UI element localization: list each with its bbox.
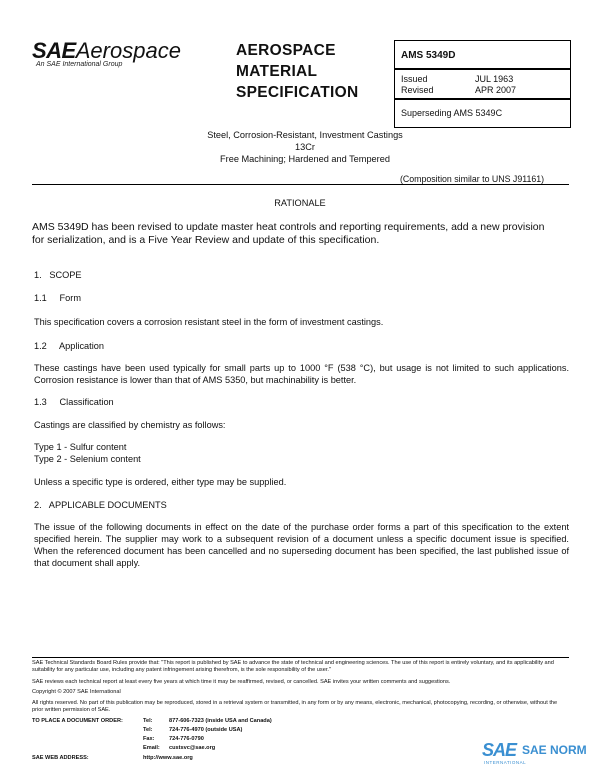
header-rule (32, 184, 569, 185)
watermark-sae-logo: SAE (482, 740, 517, 760)
footer-rights-paragraph: All rights reserved. No part of this publication may be reproduced, stored in a retrieval system or transmitted, in any form or by any means, electronic, mechanical, photocopying, recording, or otherwise, without the prior written permission of SAE. (32, 700, 558, 713)
title-line-1: AEROSPACE (236, 42, 336, 59)
web-value[interactable]: http://www.sae.org (143, 755, 193, 761)
logo-aerospace: Aerospace (75, 38, 181, 63)
superseding-text: Superseding AMS 5349C (401, 108, 503, 118)
subject-block (120, 129, 490, 165)
doc-number-box (394, 40, 571, 70)
section-1-2-text: These castings have been used typically for small parts up to 1000 °F (538 °C), but usage is not limited to such applications. Corrosion resistance is lower than that of AMS 5350, but machinability is better. (34, 363, 569, 385)
fax-value: 724-776-0790 (169, 736, 204, 742)
issued-label: Issued (401, 74, 428, 84)
document-type-title (236, 40, 358, 103)
logo-sae: SAE (32, 38, 76, 63)
rationale-heading: RATIONALE (274, 198, 326, 208)
rationale-text: AMS 5349D has been revised to update master heat controls and reporting requirements, add a new provision for serialization, and is a Five Year Review and update of this specification. (32, 221, 545, 246)
fax-label: Fax: (143, 736, 155, 742)
title-line-3: SPECIFICATION (236, 84, 359, 101)
type-2-item: Type 2 - Selenium content (34, 454, 141, 464)
section-1-3-heading: 1.3 Classification (34, 397, 114, 407)
revised-label: Revised (401, 85, 434, 95)
sae-aerospace-logo (32, 38, 181, 68)
type-1-item: Type 1 - Sulfur content (34, 442, 127, 452)
tel-label: Tel: (143, 718, 153, 724)
section-1-3-text: Castings are classified by chemistry as follows: (34, 420, 226, 430)
web-label: SAE WEB ADDRESS: (32, 755, 89, 761)
footer-rules-paragraph: SAE Technical Standards Board Rules provide that: "This report is published by SAE to advance the state of technical and engineering sciences. The use of this report is entirely voluntary, and its applicability and suitability for any particular use, including any patent infringement arising therefrom, is the sole responsibility of the user." (32, 660, 554, 673)
section-1-3-note: Unless a specific type is ordered, either type may be supplied. (34, 477, 287, 487)
email-label: Email: (143, 745, 160, 751)
subject-line-1: Steel, Corrosion-Resistant, Investment Castings (207, 130, 403, 140)
footer-rule (32, 657, 569, 658)
title-line-2: MATERIAL (236, 63, 318, 80)
watermark-norm-text: SAE NORM (522, 743, 587, 757)
composition-note: (Composition similar to UNS J91161) (400, 174, 545, 184)
subject-line-3: Free Machining; Hardened and Tempered (220, 154, 390, 164)
sae-norm-watermark (482, 740, 597, 770)
tel-value: 877-606-7323 (inside USA and Canada) (169, 718, 272, 724)
logo-tagline: An SAE International Group (36, 61, 123, 68)
section-1-2-heading: 1.2 Application (34, 341, 104, 351)
issued-value: JUL 1963 (475, 74, 514, 84)
applicable-documents-text: The issue of the following documents in effect on the date of the purchase order forms a part of this specification to the extent specified herein. The supplier may work to a subsequent revision of a document unless a specific document issue is specified. When the referenced document has been cancelled and no superseding document has been specified, the last published issue of that document shall apply. (34, 522, 569, 568)
section-1-1-heading: 1.1 Form (34, 293, 81, 303)
watermark-subtext: INTERNATIONAL (484, 760, 527, 765)
subject-line-2: 13Cr (295, 142, 315, 152)
dates-box (394, 68, 571, 100)
footer-copyright: Copyright © 2007 SAE International (32, 689, 121, 695)
doc-number: AMS 5349D (401, 50, 456, 61)
order-label: TO PLACE A DOCUMENT ORDER: (32, 718, 123, 724)
tel2-label: Tel: (143, 727, 153, 733)
email-value[interactable]: custsvc@sae.org (169, 745, 216, 751)
revised-value: APR 2007 (475, 85, 517, 95)
tel2-value: 724-776-4970 (outside USA) (169, 727, 243, 733)
scope-heading: 1. SCOPE (34, 270, 82, 280)
superseding-box (394, 98, 571, 128)
applicable-documents-heading: 2. APPLICABLE DOCUMENTS (34, 500, 167, 510)
section-1-1-text: This specification covers a corrosion resistant steel in the form of investment castings. (34, 317, 384, 327)
footer-review-paragraph: SAE reviews each technical report at least every five years at which time it may be reaffirmed, revised, or cancelled. SAE invites your written comments and suggestions. (32, 679, 451, 685)
